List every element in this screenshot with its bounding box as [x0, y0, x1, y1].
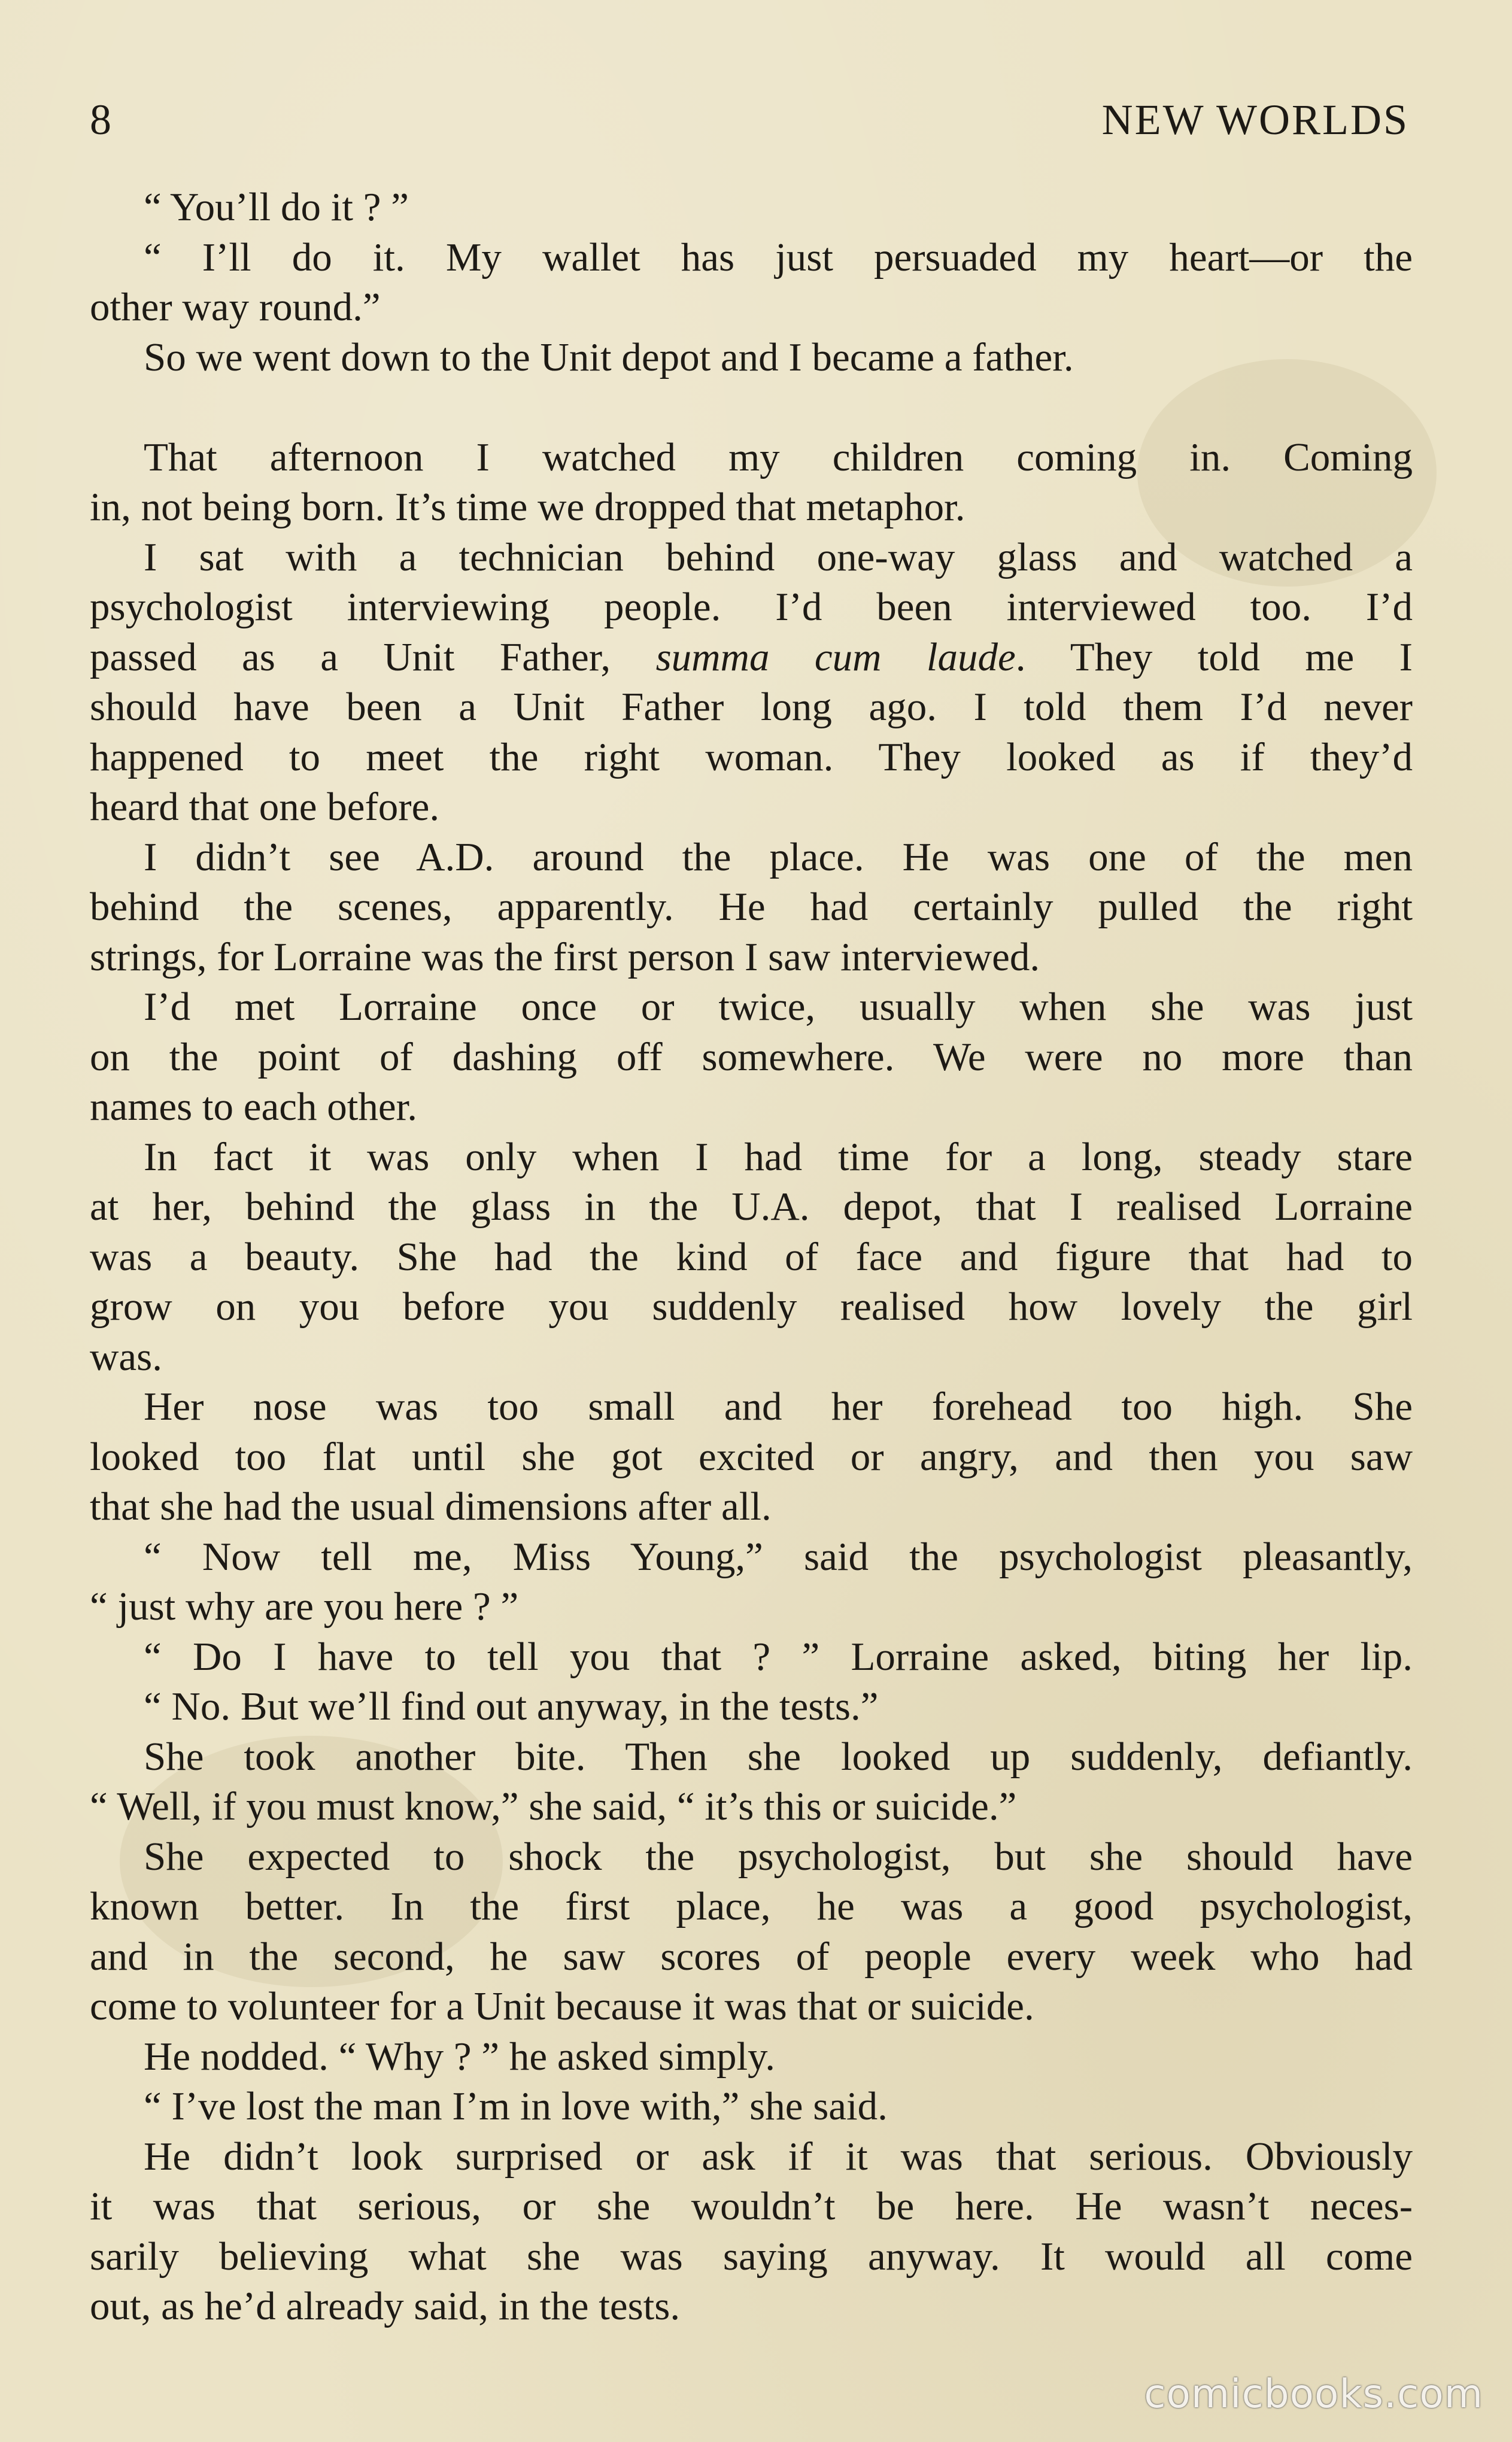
text-line: grow on you before you suddenly realised how lovely the girl — [90, 1284, 1413, 1329]
text-line: “ I’ve lost the man I’m in love with,” she said. — [144, 2084, 888, 2128]
text-line: at her, behind the glass in the U.A. depot, that I realised Lorraine — [90, 1184, 1413, 1229]
text-line: sarily believing what she was saying anyway. It would all come — [90, 2234, 1413, 2279]
text-line: He didn’t look surprised or ask if it was that serious. Obviously — [144, 2134, 1413, 2179]
text-line: it was that serious, or she wouldn’t be here. He wasn’t neces- — [90, 2184, 1413, 2228]
text-line: was a beauty. She had the kind of face and figure that had to — [90, 1234, 1413, 1279]
text-line: on the point of dashing off somewhere. We were no more than — [90, 1034, 1413, 1079]
text-line: psychologist interviewing people. I’d been interviewed too. I’d — [90, 585, 1413, 629]
text-line: That afternoon I watched my children coming in. Coming — [144, 435, 1413, 479]
text-line: behind the scenes, apparently. He had certainly pulled the right — [90, 885, 1413, 929]
text-line: other way round.” — [90, 285, 381, 329]
text-line: “ just why are you here ? ” — [90, 1584, 519, 1629]
text-line: that she had the usual dimensions after all. — [90, 1484, 772, 1529]
text-line: I didn’t see A.D. around the place. He was one of the men — [144, 834, 1413, 879]
text-line: names to each other. — [90, 1085, 417, 1129]
text-line: So we went down to the Unit depot and I became a father. — [144, 335, 1074, 379]
text-line: “ You’ll do it ? ” — [144, 185, 409, 229]
section-break — [90, 382, 1413, 433]
text-line: known better. In the first place, he was a good psychologist, — [90, 1884, 1413, 1928]
text-line: She expected to shock the psychologist, but she should have — [144, 1834, 1413, 1879]
text-line: “ I’ll do it. My wallet has just persuaded my heart—or the — [144, 235, 1413, 280]
text-line: looked too flat until she got excited or angry, and then you saw — [90, 1434, 1413, 1479]
text-line: in, not being born. It’s time we dropped that metaphor. — [90, 485, 966, 529]
text-line: She took another bite. Then she looked up suddenly, defiantly. — [144, 1734, 1413, 1779]
text-line: Her nose was too small and her forehead too high. She — [144, 1384, 1413, 1429]
text-line: “ Now tell me, Miss Young,” said the psychologist pleasantly, — [144, 1534, 1413, 1579]
text-line: out, as he’d already said, in the tests. — [90, 2284, 681, 2328]
text-line: come to volunteer for a Unit because it was that or suicide. — [90, 1984, 1034, 2028]
running-title: NEW WORLDS — [1101, 95, 1409, 144]
italic-phrase: summa cum laude — [655, 634, 1016, 679]
watermark: comicbooks.com — [1144, 2371, 1483, 2417]
story-text — [90, 183, 1413, 2361]
text-line: “ No. But we’ll find out anyway, in the tests.” — [144, 1684, 879, 1729]
text-line: I’d met Lorraine once or twice, usually when she was just — [144, 985, 1413, 1029]
text-line: should have been a Unit Father long ago. I told them I’d never — [90, 685, 1413, 729]
text-line: strings, for Lorraine was the first person I saw interviewed. — [90, 934, 1040, 979]
text-line: and in the second, he saw scores of people every week who had — [90, 1934, 1413, 1979]
text-line: heard that one before. — [90, 785, 440, 829]
text-line: He nodded. “ Why ? ” he asked simply. — [144, 2034, 775, 2079]
text-line: I sat with a technician behind one-way glass and watched a — [144, 534, 1413, 579]
text-line: was. — [90, 1334, 162, 1379]
text-line: “ Do I have to tell you that ? ” Lorraine asked, biting her lip. — [144, 1634, 1413, 1679]
text-line: “ Well, if you must know,” she said, “ it’s this or suicide.” — [90, 1784, 1017, 1829]
text-line: happened to meet the right woman. They looked as if they’d — [90, 734, 1413, 779]
text-line: passed as a Unit Father, summa cum laude. They told me I — [90, 634, 1413, 679]
text-line: In fact it was only when I had time for a long, steady stare — [144, 1134, 1413, 1179]
running-header — [90, 90, 1409, 150]
page-number: 8 — [90, 95, 113, 144]
